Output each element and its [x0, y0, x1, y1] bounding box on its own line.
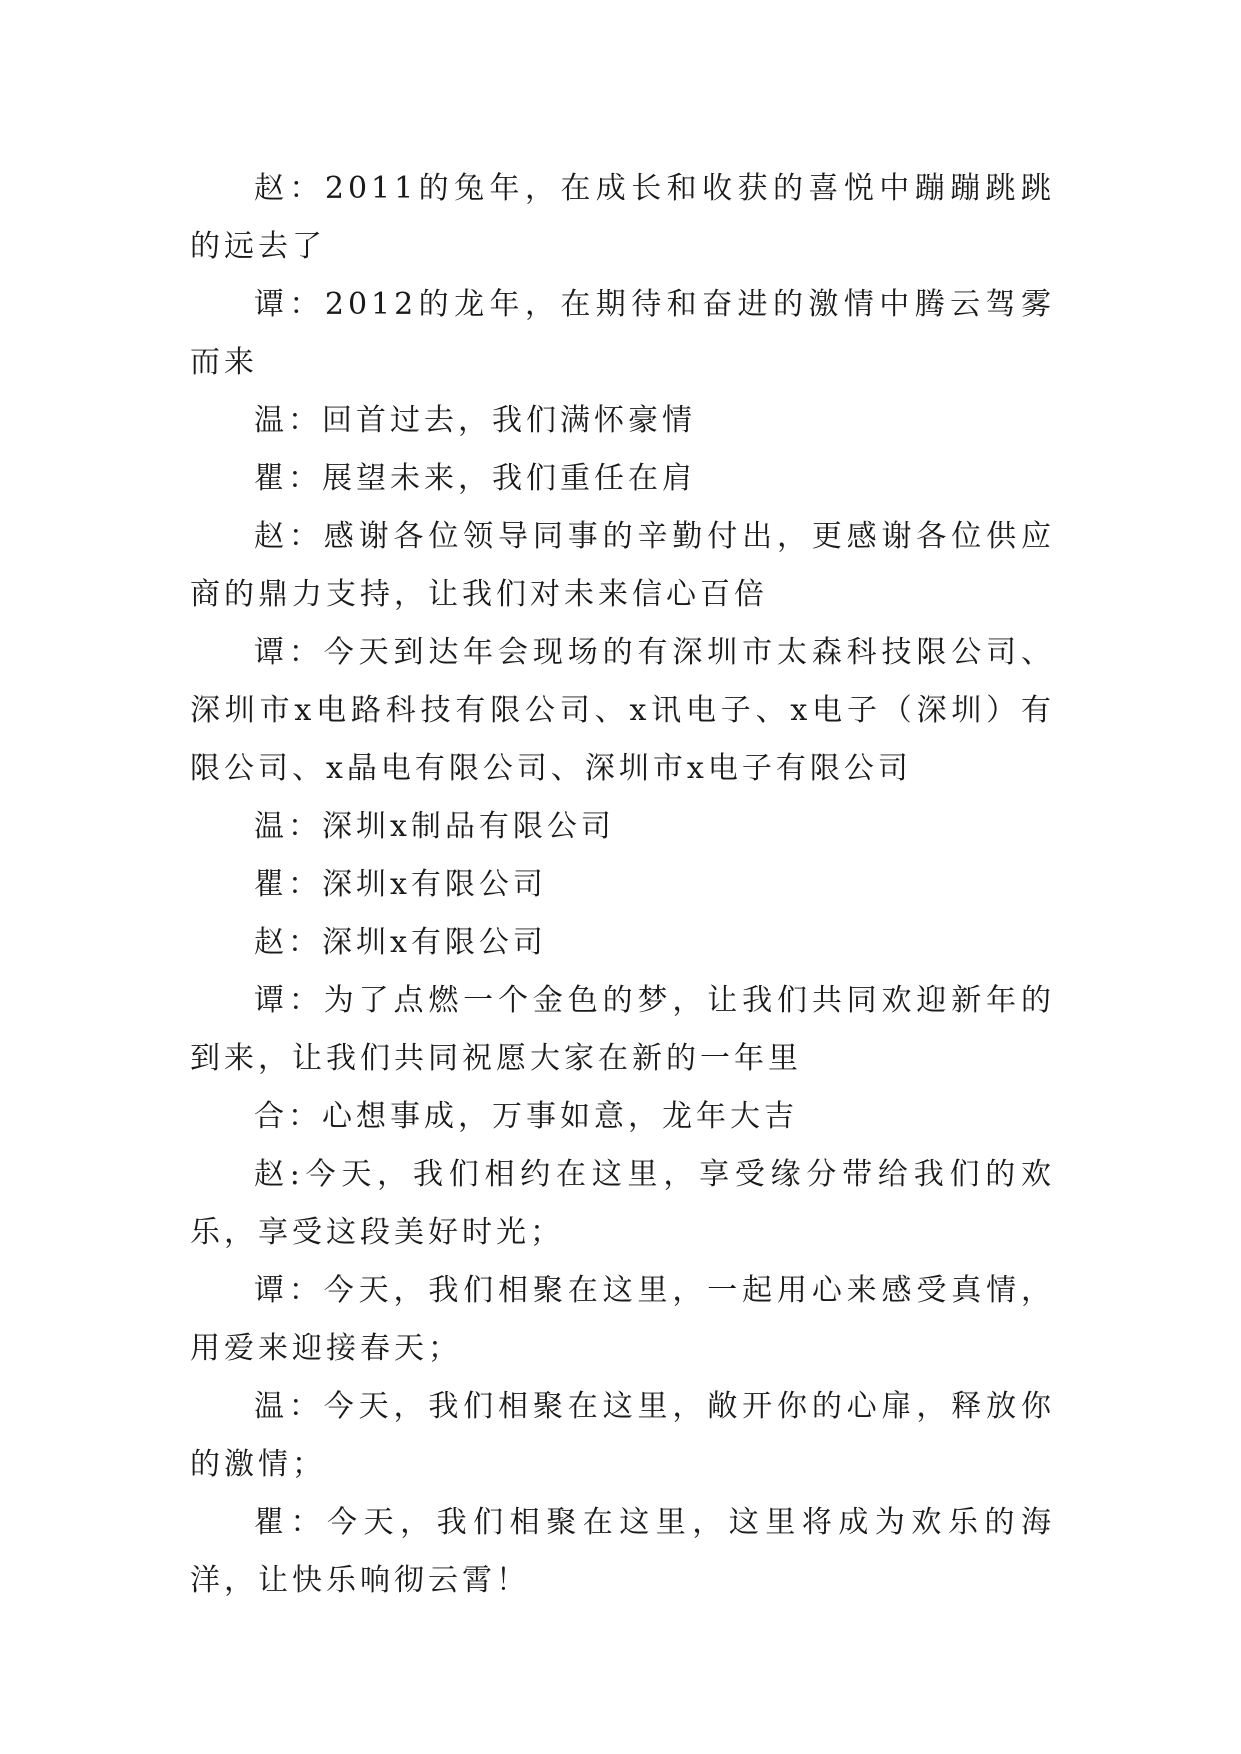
paragraph: 瞿：今天，我们相聚在这里，这里将成为欢乐的海洋，让快乐响彻云霄！	[190, 1505, 1055, 1598]
paragraph: 赵：深圳x有限公司	[254, 925, 547, 960]
paragraph: 谭：今天到达年会现场的有深圳市太森科技限公司、深圳市x电路科技有限公司、x讯电子、x电子（深圳）有限公司、x晶电有限公司、深圳市x电子有限公司	[190, 635, 1055, 786]
paragraph: 温：今天，我们相聚在这里，敞开你的心扉，释放你的激情；	[190, 1389, 1055, 1482]
paragraph: 温：回首过去，我们满怀豪情	[254, 403, 696, 438]
paragraph: 赵：2011的兔年，在成长和收获的喜悦中蹦蹦跳跳的远去了	[190, 171, 1055, 264]
paragraph: 瞿：展望未来，我们重任在肩	[254, 461, 696, 496]
paragraph: 谭：为了点燃一个金色的梦，让我们共同欢迎新年的到来，让我们共同祝愿大家在新的一年里	[190, 983, 1055, 1076]
paragraph: 赵:今天，我们相约在这里，享受缘分带给我们的欢乐，享受这段美好时光；	[190, 1157, 1055, 1250]
paragraph: 谭：2012的龙年，在期待和奋进的激情中腾云驾雾而来	[190, 287, 1055, 380]
paragraph: 谭：今天，我们相聚在这里，一起用心来感受真情，用爱来迎接春天；	[190, 1273, 1055, 1366]
paragraph: 温：深圳x制品有限公司	[254, 809, 615, 844]
paragraph: 合：心想事成，万事如意，龙年大吉	[254, 1099, 798, 1134]
paragraph: 瞿：深圳x有限公司	[254, 867, 547, 902]
script-body	[190, 160, 1055, 1610]
paragraph: 赵：感谢各位领导同事的辛勤付出，更感谢各位供应商的鼎力支持，让我们对未来信心百倍	[190, 519, 1055, 612]
